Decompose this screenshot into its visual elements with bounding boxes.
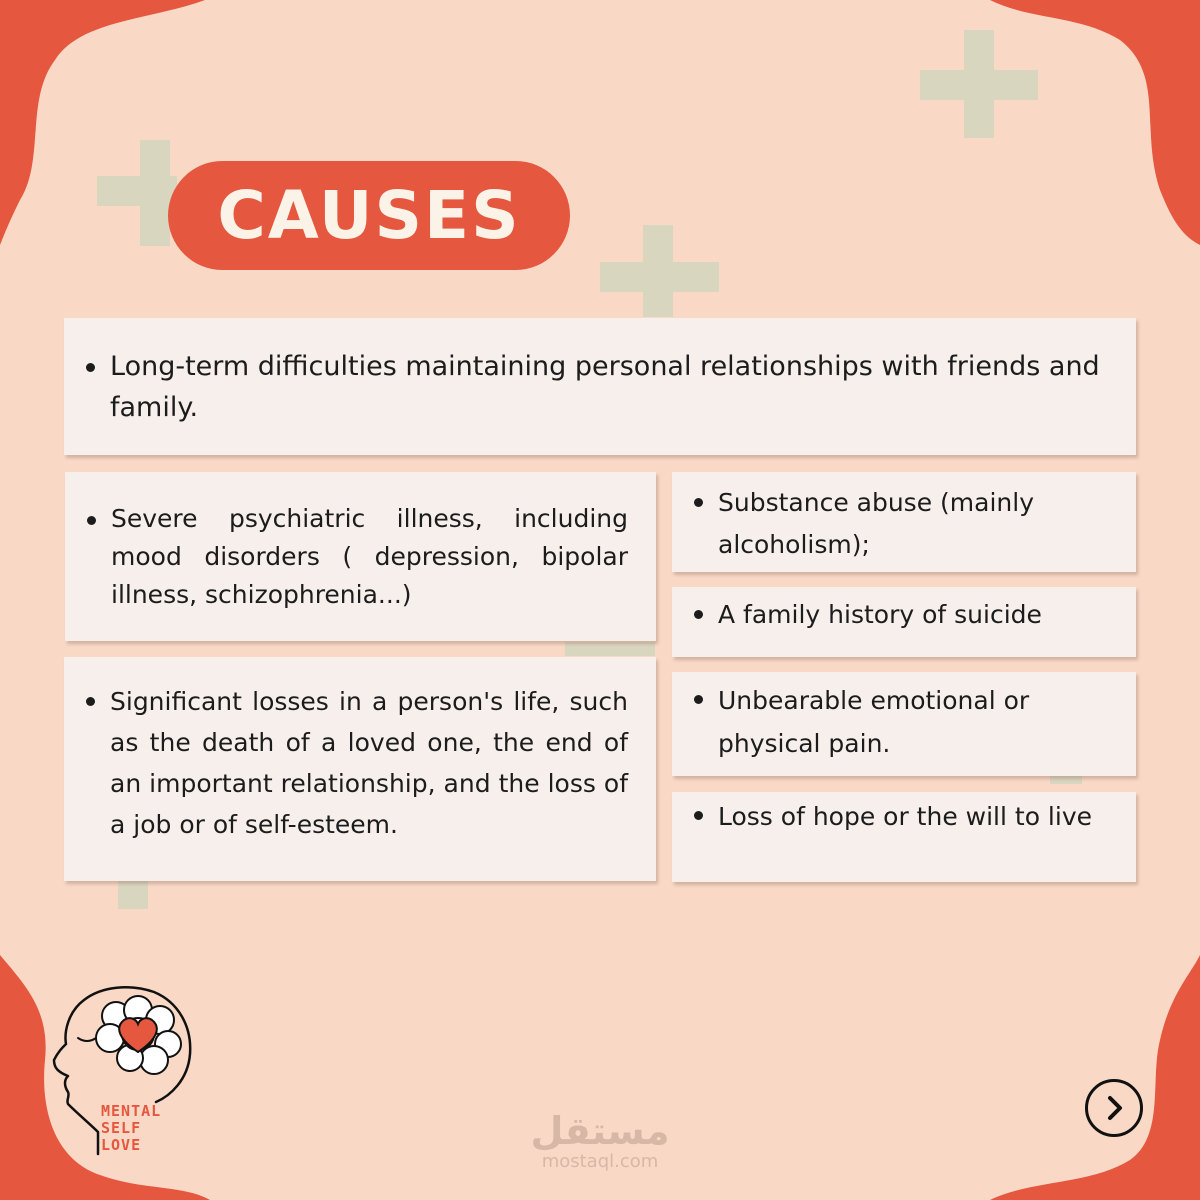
watermark [500,1110,700,1172]
list-item: Significant losses in a person's life, such as the death of a loved one, the end of an important relationship, and the loss of a job or of self-esteem. [86,681,628,845]
watermark-site: mostaql.com [541,1151,659,1172]
corner-blob-top-right [990,0,1200,245]
cause-card-psychiatric-illness [65,472,656,641]
list-item: Severe psychiatric illness, including mood disorders ( depression, bipolar illness, schizophrenia...) [87,500,628,614]
corner-blob-bottom-right [990,955,1200,1200]
title-pill [168,161,570,270]
chevron-right-icon [1102,1094,1126,1122]
page-title: CAUSES [217,177,521,254]
watermark-arabic: مستقل [530,1109,670,1153]
cause-card-pain [672,672,1136,776]
cause-card-significant-losses [64,657,656,881]
cause-card-loss-of-hope [672,792,1136,882]
list-item: Loss of hope or the will to live [694,795,1116,838]
list-item: Substance abuse (mainly alcoholism); [694,482,1116,566]
cause-card-substance-abuse [672,472,1136,572]
list-item: A family history of suicide [694,594,1116,636]
list-item: Long-term difficulties maintaining personal relationships with friends and family. [86,346,1116,428]
cause-card-family-history [672,587,1136,657]
list-item: Unbearable emotional or physical pain. [694,679,1116,765]
logo-text: MENTAL SELF LOVE [101,1102,162,1154]
next-button[interactable] [1085,1079,1143,1137]
cause-card-relationships [64,318,1136,455]
